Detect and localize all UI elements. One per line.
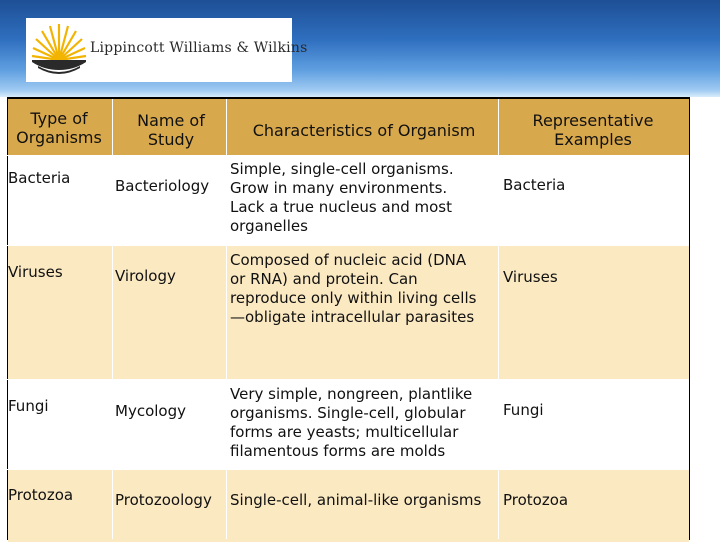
row-divider <box>1 469 689 470</box>
organism-table <box>7 97 690 540</box>
table-row <box>8 245 689 379</box>
cell-study: Bacteriology <box>115 177 210 195</box>
header-examples: Representative Examples <box>532 111 654 149</box>
publisher-logo <box>26 18 308 82</box>
cell-study: Mycology <box>115 402 186 420</box>
header-type: Type of Organisms <box>16 109 102 147</box>
row-divider <box>1 245 689 246</box>
column-divider <box>226 99 227 539</box>
cell-characteristics: Single-cell, animal-like organisms <box>230 491 482 509</box>
cell-study: Virology <box>115 267 176 285</box>
cell-characteristics: Composed of nucleic acid (DNA or RNA) and protein. Can reproduce only within living cells —obligate intracellular parasites <box>230 251 477 326</box>
cell-characteristics: Very simple, nongreen, plantlike organisms. Single-cell, globular forms are yeasts; multicellular filamentous forms are molds <box>230 385 473 460</box>
sunburst-logo-icon <box>30 20 88 78</box>
cell-example: Fungi <box>503 401 544 419</box>
cell-example: Protozoa <box>503 491 569 509</box>
cell-characteristics: Simple, single-cell organisms. Grow in many environments. Lack a true nucleus and most organelles <box>230 160 454 235</box>
table-row <box>8 469 689 542</box>
row-divider <box>1 155 689 156</box>
header-characteristics: Characteristics of Organism <box>252 121 476 140</box>
cell-study: Protozoology <box>115 491 212 509</box>
column-divider <box>112 99 113 539</box>
publisher-name: Lippincott Williams & Wilkins <box>90 40 308 56</box>
cell-example: Bacteria <box>503 176 566 194</box>
cell-example: Viruses <box>503 268 558 286</box>
table-row <box>8 155 689 245</box>
cell-type: Fungi <box>8 397 49 415</box>
header-study: Name of Study <box>137 111 205 149</box>
cell-type: Protozoa <box>8 486 74 504</box>
table-row <box>8 379 689 469</box>
column-divider <box>498 99 499 539</box>
table-header-row <box>8 99 689 155</box>
row-divider <box>1 379 689 380</box>
cell-type: Viruses <box>8 263 63 281</box>
cell-type: Bacteria <box>8 169 71 187</box>
